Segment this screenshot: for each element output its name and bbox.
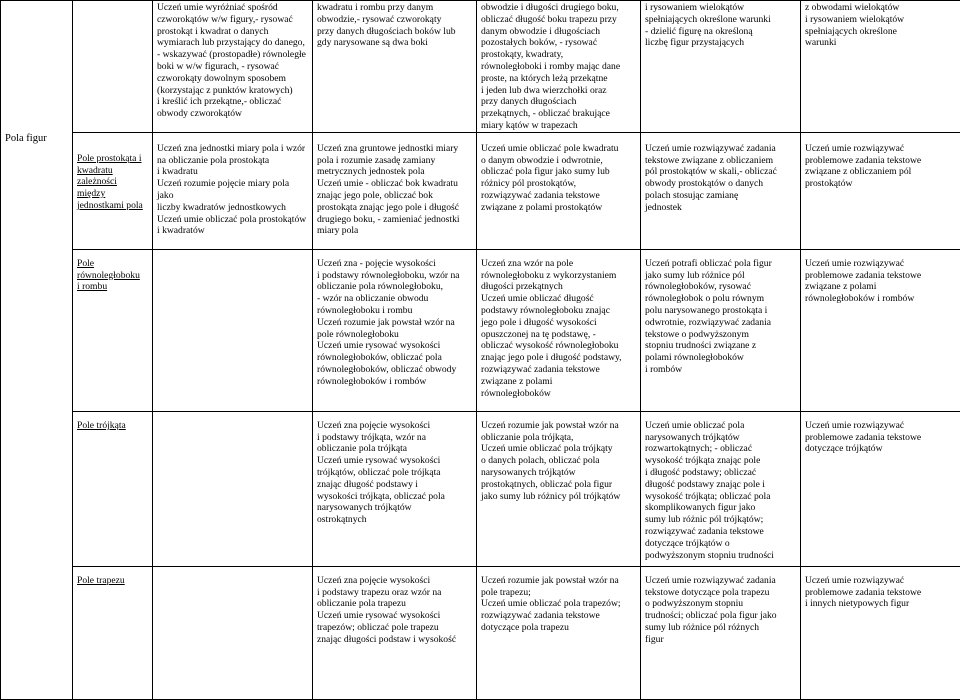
topic-cell — [73, 411, 153, 566]
requirement-cell: i rysowaniem wielokątów spełniających określone warunki - dzielić figurę na określoną liczbę figur przystających — [641, 1, 801, 133]
requirement-cell: Uczeń umie rozwiązywać zadania tekstowe dotyczące pola trapezu o podwyższonym stopniu trudności; obliczać pola figur jako sumy lub różnice pól różnych figur — [641, 566, 801, 699]
requirement-cell: z obwodami wielokątów i rysowaniem wielokątów spełniających określone warunki — [801, 1, 960, 133]
requirement-cell: Uczeń umie wyróżniać spośród czworokątów w/w figury,- rysować prostokąt i kwadrat o danych wymiarach lub przystający do danego, - wskazywać (prostopadłe) równoległe boki w w/w figurach, - rysować czworokąty dowolnym sposobem (korzystając z punktów kratowych) i kreślić ich przekątne,- obliczać obwody czworokątów — [153, 1, 313, 133]
requirement-cell: Uczeń umie obliczać pola narysowanych trójkątów rozwartokątnych; - obliczać wysokość trójkąta znając pole i długość podstawy; obliczać długość podstawy znając pole i wysokość trójkąta; obliczać pola skomplikowanych figur jako sumy lub różnic pól trójkątów; rozwiązywać zadania tekstowe dotyczące trójkątów o podwyższonym stopniu trudności — [641, 411, 801, 566]
requirement-cell: kwadratu i rombu przy danym obwodzie,- rysować czworokąty przy danych długościach boków lub gdy narysowane są dwa boki — [313, 1, 477, 133]
requirement-cell: Uczeń zna wzór na pole równoległoboku z wykorzystaniem długości przekątnych Uczeń umie obliczać długość podstawy równoległoboku znając jego pole i długość wysokości opuszczonej na tę podstawę, - obliczać wysokość równoległoboku znając jego pole i długość podstawy, rozwiązywać zadania tekstowe związane z polami równoległoboków — [477, 249, 641, 411]
topic-cell — [73, 132, 153, 249]
table-row — [1, 132, 960, 249]
requirement-cell: Uczeń zna gruntowe jednostki miary pola i rozumie zasadę zamiany metrycznych jednostek pola Uczeń umie - obliczać bok kwadratu znając jego pole, obliczać bok prostokąta znając jego pole i długość drugiego boku, - zamieniać jednostki miary pola — [313, 132, 477, 249]
requirement-cell: Uczeń umie rozwiązywać problemowe zadania tekstowe związane z obliczaniem pól prostokątów — [801, 132, 960, 249]
requirement-cell: obwodzie i długości drugiego boku, obliczać długość boku trapezu przy danym obwodzie i długościach pozostałych boków, - rysować prostokąty, kwadraty, równoległoboki i romby mając dane proste, na których leżą przekątne i jeden lub dwa wierzchołki oraz przy danych długościach przekątnych, - obliczać brakujące miary kątów w trapezach — [477, 1, 641, 133]
requirement-cell — [153, 411, 313, 566]
topic-title: Pole prostokąta i kwadratu zależności między jednostkami pola — [77, 153, 148, 212]
requirement-cell: Uczeń umie rozwiązywać problemowe zadania tekstowe związane z polami równoległoboków i rombów — [801, 249, 960, 411]
table-row — [1, 1, 960, 133]
requirement-cell: Uczeń potrafi obliczać pola figur jako sumy lub różnice pól równoległoboków, rysować równoległobok o polu równym polu narysowanego prostokąta i odwrotnie, rozwiązywać zadania tekstowe o podwyższonym stopniu trudności związane z polami równoległoboków i rombów — [641, 249, 801, 411]
topic-cell — [73, 566, 153, 699]
requirement-cell: Uczeń umie rozwiązywać problemowe zadania tekstowe dotyczące trójkątów — [801, 411, 960, 566]
requirement-cell: Uczeń umie rozwiązywać zadania tekstowe związane z obliczaniem pól prostokątów w skali,- obliczać obwody prostokątów o danych polach stosując zamianę jednostek — [641, 132, 801, 249]
topic-title: Pole trójkąta — [77, 420, 148, 432]
requirement-cell: Uczeń umie rozwiązywać problemowe zadania tekstowe i innych nietypowych figur — [801, 566, 960, 699]
requirement-cell: Uczeń zna pojęcie wysokości i podstawy trójkąta, wzór na obliczanie pola trójkąta Uczeń umie rysować wysokości trójkątów, obliczać pole trójkąta znając długość podstawy i wysokości trójkąta, obliczać pola narysowanych trójkątów ostrokątnych — [313, 411, 477, 566]
table-row — [1, 566, 960, 699]
requirement-cell: Uczeń rozumie jak powstał wzór na obliczanie pola trójkąta, Uczeń umie obliczać pola trójkąty o danych polach, obliczać pola narysowanych trójkątów prostokątnych, obliczać pola figur jako sumy lub różnicy pól trójkątów — [477, 411, 641, 566]
table-row — [1, 411, 960, 566]
requirement-cell: Uczeń umie obliczać pole kwadratu o danym obwodzie i odwrotnie, obliczać pola figur jako sumy lub różnicy pól prostokątów, rozwiązywać zadania tekstowe związane z polami prostokątów — [477, 132, 641, 249]
topic-cell — [73, 1, 153, 133]
requirement-cell — [153, 566, 313, 699]
requirement-cell — [153, 249, 313, 411]
requirement-cell: Uczeń zna pojęcie wysokości i podstawy trapezu oraz wzór na obliczanie pola trapezu Uczeń umie rysować wysokości trapezów; obliczać pole trapezu znając długości podstaw i wysokość — [313, 566, 477, 699]
topic-cell — [73, 249, 153, 411]
section-cell — [1, 1, 73, 700]
requirement-cell: Uczeń zna jednostki miary pola i wzór na obliczanie pola prostokąta i kwadratu Uczeń rozumie pojęcie miary pola jako liczby kwadratów jednostkowych Uczeń umie obliczać pola prostokątów i kwadratów — [153, 132, 313, 249]
topic-title: Pole równoległoboku i rombu — [77, 258, 148, 293]
requirement-cell: Uczeń rozumie jak powstał wzór na pole trapezu; Uczeń umie obliczać pola trapezów; rozwiązywać zadania tekstowe dotyczące pola trapezu — [477, 566, 641, 699]
topic-title: Pole trapezu — [77, 575, 148, 587]
section-title: Pola figur — [5, 133, 68, 145]
requirement-cell: Uczeń zna - pojęcie wysokości i podstawy równoległoboku, wzór na obliczanie pola równoległoboku, - wzór na obliczanie obwodu równoległoboku i rombu Uczeń rozumie jak powstał wzór na pole równoległoboku Uczeń umie rysować wysokości równoległoboków, obliczać pola równoległoboków, obliczać obwody równoległoboków i rombów — [313, 249, 477, 411]
table-row — [1, 249, 960, 411]
